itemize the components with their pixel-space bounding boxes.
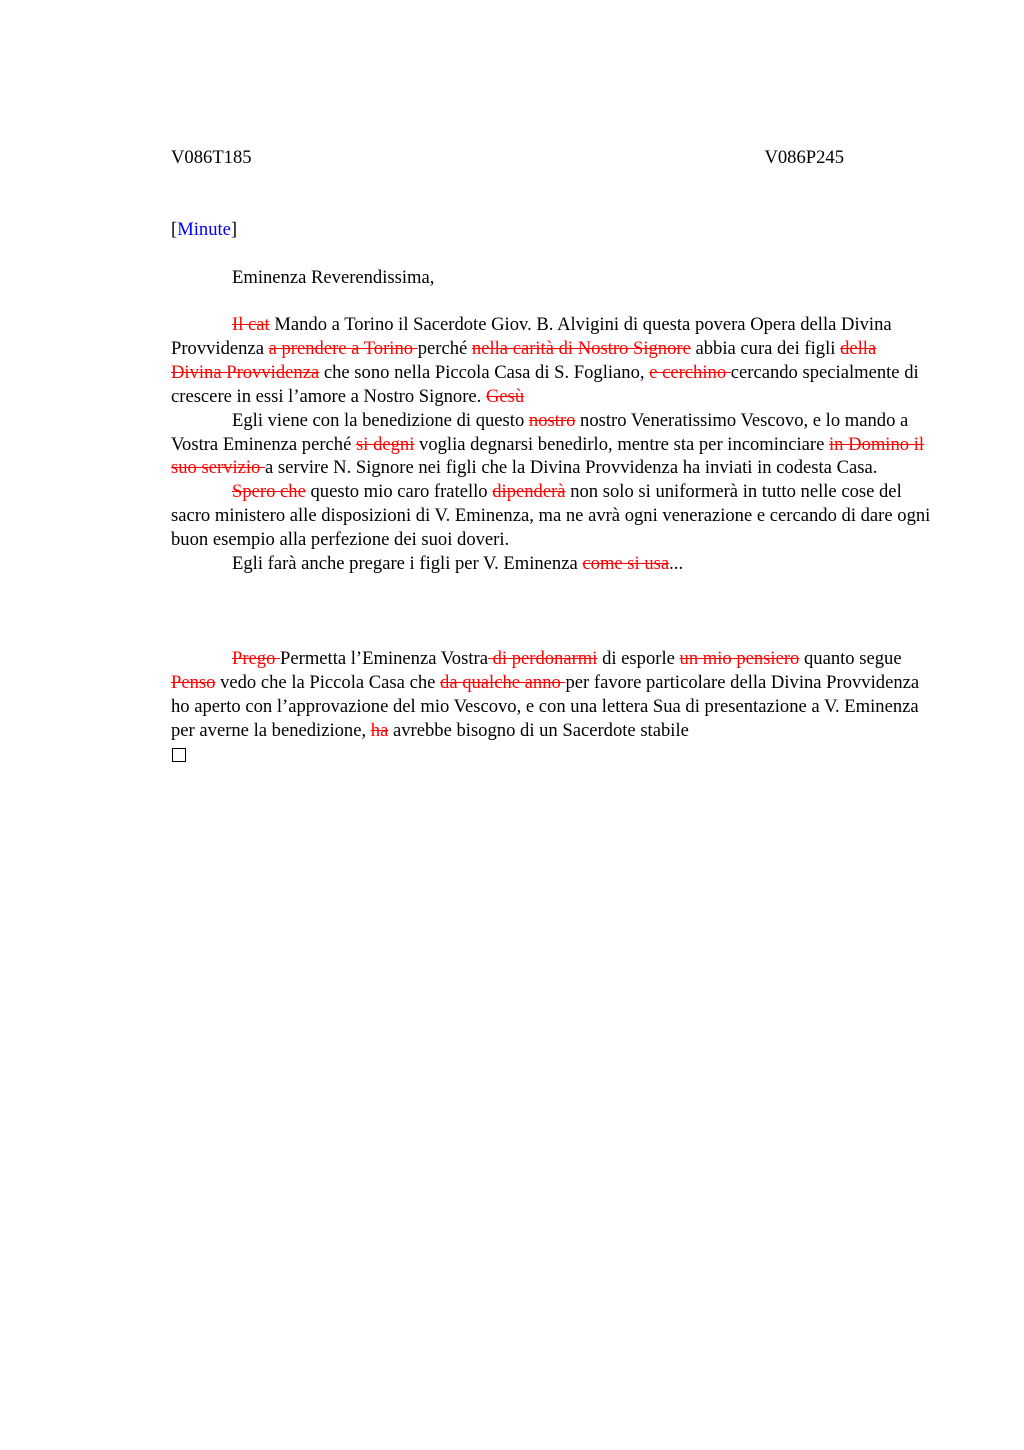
deleted-text: Spero che [232, 481, 306, 503]
deleted-text: ha [370, 719, 389, 741]
deleted-text: si degni [356, 433, 415, 455]
minute-close-bracket: ] [230, 219, 238, 240]
letter-body [171, 313, 931, 576]
deleted-text: dipenderà [492, 481, 566, 503]
text-run: Egli viene con la benedizione di questo [232, 409, 529, 431]
text-run: voglia degnarsi benedirlo, mentre sta per incominciare [414, 433, 829, 455]
paragraph-4 [171, 552, 931, 576]
document-codes [171, 146, 844, 170]
text-run: Permetta l’Eminenza Vostra [280, 648, 488, 669]
text-run: ... [669, 553, 684, 575]
text-run: a servire N. Signore nei figli che la Divina Provvidenza ha inviati in codesta Casa. [265, 457, 878, 479]
paragraph-1 [171, 313, 931, 409]
paragraph-2 [171, 409, 931, 481]
text-run: abbia cura dei figli [690, 337, 841, 359]
paragraph-5 [171, 647, 931, 743]
deleted-text: Penso [171, 671, 216, 693]
text-run: che sono nella Piccola Casa di S. Fogliano, [319, 361, 650, 383]
salutation: Eminenza Reverendissima, [232, 267, 435, 288]
deleted-text: in Domino il suo servizio [171, 433, 925, 479]
text-run: non solo si uniformerà in tutto nelle cose del sacro ministero alle disposizioni di V. Eminenza, ma ne avrà ogni venerazione e cercando di dare ogni buon esempio alla perfezione dei suoi doveri. [171, 481, 931, 551]
empty-box-glyph [172, 748, 186, 762]
deleted-text: come si usa [582, 553, 670, 575]
minute-label: Minute [177, 219, 231, 240]
deleted-text: un mio pensiero [679, 648, 800, 669]
text-run: di esporle [597, 648, 680, 669]
text-run: Egli farà anche pregare i figli per V. Eminenza [232, 553, 583, 575]
deleted-text: da qualche anno [440, 671, 566, 693]
deleted-text: nella carità di Nostro Signore [471, 337, 691, 359]
deleted-text: Prego [232, 648, 281, 669]
minute-open-bracket: [ [171, 219, 178, 240]
text-run: questo mio caro fratello [305, 481, 493, 503]
deleted-text: Il cat [232, 314, 270, 335]
paragraph-3 [171, 480, 931, 552]
text-run: cercando specialmente di crescere in essi l’amore a Nostro Signore. [171, 361, 919, 407]
text-run: perché [417, 337, 472, 359]
text-run: nostro Veneratissimo Vescovo, e lo mando a Vostra Eminenza perché [171, 409, 909, 455]
deleted-text: a prendere a Torino [268, 337, 418, 359]
minute-tag [171, 218, 237, 242]
text-run: per favore particolare della Divina Provvidenza ho aperto con l’approvazione del mio Vescovo, e con una lettera Sua di presentazione a V. Eminenza per averne la benedizione, [171, 671, 920, 741]
deleted-text: e cerchino [649, 361, 731, 383]
code-left: V086T185 [171, 147, 252, 168]
deleted-text: Gesù [485, 385, 525, 407]
deleted-text: della Divina Provvidenza [171, 337, 877, 383]
text-run: avrebbe bisogno di un Sacerdote stabile [388, 719, 689, 741]
deleted-text: nostro [528, 409, 576, 431]
code-right: V086P245 [764, 147, 844, 168]
letter-postscript [171, 647, 931, 762]
text-run: vedo che la Piccola Casa che [215, 671, 441, 693]
deleted-text: di perdonarmi [487, 648, 598, 669]
text-run: quanto segue [799, 648, 902, 669]
text-run: Mando a Torino il Sacerdote Giov. B. Alvigini di questa povera Opera della Divina Provvidenza [171, 314, 892, 359]
